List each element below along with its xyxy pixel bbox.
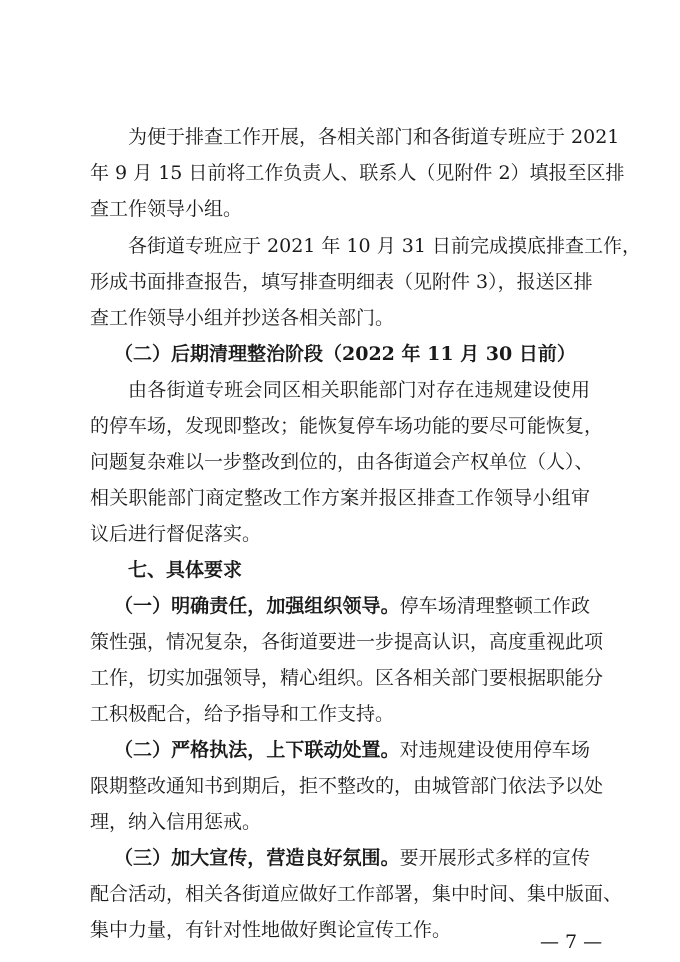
- page-number: — 7 —: [540, 931, 603, 953]
- requirement-2-line-2: 限期整改通知书到期后，拒不整改的，由城管部门依法予以处: [90, 775, 604, 797]
- section-7-heading: 七、具体要求: [128, 559, 243, 581]
- paragraph-2-line-2: 形成书面排查报告，填写排查明细表（见附件 3），报送区排: [90, 271, 593, 293]
- paragraph-1-line-1: 为便于排查工作开展，各相关部门和各街道专班应于 2021: [128, 126, 620, 148]
- requirement-1-line-4: 工积极配合，给予指导和工作支持。: [90, 703, 395, 725]
- requirement-3-line-1: [114, 846, 590, 870]
- paragraph-1-line-2: 年 9 月 15 日前将工作负责人、联系人（见附件 2）填报至区排: [90, 162, 625, 184]
- requirement-2-title: （二）严格执法，上下联动处置。: [114, 739, 400, 761]
- requirement-3-text: 要开展形式多样的宣传: [399, 847, 590, 869]
- phase-2-heading: （二）后期清理整治阶段（2022 年 11 月 30 日前）: [114, 343, 576, 365]
- paragraph-1-line-3: 查工作领导小组。: [90, 198, 243, 220]
- requirement-2-line-1: [114, 738, 590, 762]
- requirement-2-line-3: 理，纳入信用惩戒。: [90, 811, 262, 833]
- requirement-2-text: 对违规建设使用停车场: [399, 739, 590, 761]
- requirement-3-title: （三）加大宣传，营造良好氛围。: [114, 847, 400, 869]
- paragraph-2-line-1: 各街道专班应于 2021 年 10 月 31 日前完成摸底排查工作，: [128, 235, 641, 257]
- phase-2-line-3: 问题复杂难以一步整改到位的，由各街道会产权单位（人）、: [90, 451, 594, 473]
- phase-2-line-2: 的停车场，发现即整改；能恢复停车场功能的要尽可能恢复，: [90, 415, 604, 437]
- phase-2-line-4: 相关职能部门商定整改工作方案并报区排查工作领导小组审: [90, 487, 590, 509]
- requirement-1-line-1: [114, 594, 590, 618]
- phase-2-line-1: 由各街道专班会同区相关职能部门对存在违规建设使用: [128, 379, 590, 401]
- requirement-1-title: （一）明确责任，加强组织领导。: [114, 595, 400, 617]
- paragraph-2-line-3: 查工作领导小组并抄送各相关部门。: [90, 307, 395, 329]
- requirement-3-line-2: 配合活动，相关各街道应做好工作部署，集中时间、集中版面、: [90, 883, 623, 905]
- phase-2-line-5: 议后进行督促落实。: [90, 523, 262, 545]
- requirement-1-line-2: 策性强，情况复杂，各街道要进一步提高认识，高度重视此项: [90, 631, 604, 653]
- requirement-1-text: 停车场清理整顿工作政: [399, 595, 590, 617]
- requirement-3-line-3: 集中力量，有针对性地做好舆论宣传工作。: [90, 919, 452, 941]
- requirement-1-line-3: 工作，切实加强领导，精心组织。区各相关部门要根据职能分: [90, 667, 604, 689]
